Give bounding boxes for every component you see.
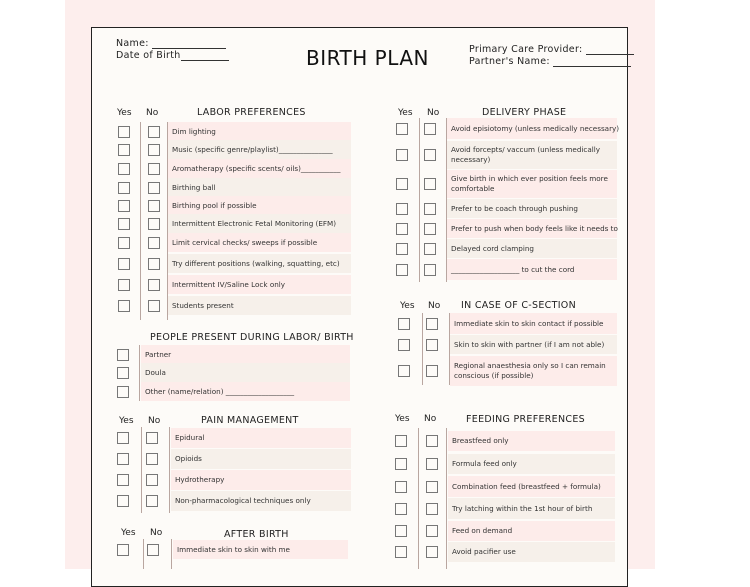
delivery-row bbox=[388, 141, 617, 169]
labor-no-checkbox[interactable] bbox=[148, 144, 160, 156]
feeding-item-label: Breastfeed only bbox=[452, 436, 509, 445]
name-field[interactable] bbox=[116, 38, 226, 49]
labor-item-label: Intermittent IV/Saline Lock only bbox=[172, 279, 286, 289]
delivery-no-checkbox[interactable] bbox=[424, 264, 436, 276]
feeding-item-label: Try latching within the 1st hour of birth bbox=[452, 503, 593, 513]
csection-row bbox=[390, 313, 617, 334]
delivery-yes-checkbox[interactable] bbox=[396, 264, 408, 276]
pain-item-label: Epidural bbox=[175, 433, 205, 442]
pain-row bbox=[109, 428, 351, 448]
labor-yes-checkbox[interactable] bbox=[118, 258, 130, 270]
delivery-yes-checkbox[interactable] bbox=[396, 123, 408, 135]
people-item-label: Other (name/relation) ___________________ bbox=[145, 386, 295, 396]
delivery-row bbox=[388, 259, 617, 280]
pain-no-checkbox[interactable] bbox=[146, 495, 158, 507]
delivery-yes-header: Yes bbox=[398, 108, 413, 118]
delivery-row bbox=[388, 219, 617, 238]
after-no-header: No bbox=[150, 528, 163, 538]
feeding-no-checkbox[interactable] bbox=[426, 503, 438, 515]
csection-row bbox=[390, 335, 617, 354]
csection-no-checkbox[interactable] bbox=[426, 365, 438, 377]
labor-yes-checkbox[interactable] bbox=[118, 163, 130, 175]
after-row bbox=[109, 540, 348, 559]
csection-item-label: Immediate skin to skin contact if possible bbox=[454, 318, 604, 328]
after-birth-title: AFTER BIRTH bbox=[224, 529, 289, 540]
csection-row bbox=[390, 356, 617, 386]
delivery-yes-checkbox[interactable] bbox=[396, 223, 408, 235]
delivery-no-checkbox[interactable] bbox=[424, 149, 436, 161]
delivery-item-label: ___________________ to cut the cord bbox=[451, 264, 575, 274]
pain-item-label: Opioids bbox=[175, 454, 202, 463]
feeding-no-header: No bbox=[424, 414, 437, 424]
labor-preferences-title: LABOR PREFERENCES bbox=[197, 107, 306, 118]
csection-no-checkbox[interactable] bbox=[426, 318, 438, 330]
feeding-no-checkbox[interactable] bbox=[426, 546, 438, 558]
labor-row bbox=[110, 296, 351, 315]
pain-row bbox=[109, 470, 351, 490]
after-yes-header: Yes bbox=[121, 528, 136, 538]
feeding-no-checkbox[interactable] bbox=[426, 435, 438, 447]
after-item-label: Immediate skin to skin with me bbox=[177, 544, 290, 554]
delivery-yes-checkbox[interactable] bbox=[396, 243, 408, 255]
delivery-no-checkbox[interactable] bbox=[424, 123, 436, 135]
labor-item-label: Birthing ball bbox=[172, 182, 216, 192]
pain-item-label: Hydrotherapy bbox=[175, 475, 225, 484]
feeding-item-label: Avoid pacifier use bbox=[452, 547, 516, 556]
people-present-title: PEOPLE PRESENT DURING LABOR/ BIRTH bbox=[150, 332, 354, 343]
people-checkbox[interactable] bbox=[117, 386, 129, 398]
feeding-preferences-title: FEEDING PREFERENCES bbox=[466, 414, 585, 425]
labor-no-checkbox[interactable] bbox=[148, 182, 160, 194]
labor-item-label: Birthing pool if possible bbox=[172, 200, 257, 210]
csection-yes-checkbox[interactable] bbox=[398, 339, 410, 351]
labor-yes-checkbox[interactable] bbox=[118, 126, 130, 138]
pain-yes-checkbox[interactable] bbox=[117, 474, 129, 486]
feeding-row bbox=[387, 454, 615, 474]
labor-row bbox=[110, 122, 351, 141]
feeding-row bbox=[387, 542, 615, 562]
delivery-no-checkbox[interactable] bbox=[424, 203, 436, 215]
delivery-item-label: Prefer to push when body feels like it needs to bbox=[451, 223, 618, 233]
pain-yes-header: Yes bbox=[119, 416, 134, 426]
people-checkbox[interactable] bbox=[117, 349, 129, 361]
pain-row bbox=[109, 449, 351, 469]
delivery-item-label: Prefer to be coach through pushing bbox=[451, 203, 578, 213]
csection-item-label: Skin to skin with partner (if I am not able) bbox=[454, 339, 605, 349]
csection-yes-checkbox[interactable] bbox=[398, 318, 410, 330]
provider-field[interactable] bbox=[469, 44, 634, 55]
pain-no-checkbox[interactable] bbox=[146, 453, 158, 465]
labor-row bbox=[110, 254, 351, 273]
pain-yes-checkbox[interactable] bbox=[117, 432, 129, 444]
feeding-row bbox=[387, 498, 615, 519]
delivery-row bbox=[388, 199, 617, 218]
feeding-yes-checkbox[interactable] bbox=[395, 546, 407, 558]
feeding-item-label: Feed on demand bbox=[452, 526, 513, 535]
people-item-label: Partner bbox=[145, 349, 172, 359]
partner-field[interactable] bbox=[469, 56, 631, 67]
dob-label: Date of Birth bbox=[116, 50, 181, 61]
feeding-yes-checkbox[interactable] bbox=[395, 435, 407, 447]
people-row bbox=[109, 363, 350, 382]
csection-yes-header: Yes bbox=[400, 301, 415, 311]
delivery-no-header: No bbox=[427, 108, 440, 118]
labor-yes-checkbox[interactable] bbox=[118, 182, 130, 194]
feeding-no-checkbox[interactable] bbox=[426, 481, 438, 493]
labor-item-label: Dim lighting bbox=[172, 126, 216, 136]
delivery-yes-checkbox[interactable] bbox=[396, 203, 408, 215]
labor-no-checkbox[interactable] bbox=[148, 300, 160, 312]
delivery-row bbox=[388, 170, 617, 198]
pain-no-header: No bbox=[148, 416, 161, 426]
pain-yes-checkbox[interactable] bbox=[117, 453, 129, 465]
labor-yes-checkbox[interactable] bbox=[118, 144, 130, 156]
delivery-no-checkbox[interactable] bbox=[424, 178, 436, 190]
people-row bbox=[109, 382, 350, 401]
csection-yes-checkbox[interactable] bbox=[398, 365, 410, 377]
people-row bbox=[109, 345, 350, 364]
feeding-yes-checkbox[interactable] bbox=[395, 525, 407, 537]
labor-no-checkbox[interactable] bbox=[148, 200, 160, 212]
labor-yes-checkbox[interactable] bbox=[118, 218, 130, 230]
provider-label: Primary Care Provider: bbox=[469, 44, 583, 55]
labor-item-label: Aromatherapy (specific scents/ oils)___________ bbox=[172, 163, 341, 173]
right-margin bbox=[655, 0, 750, 569]
delivery-phase-title: DELIVERY PHASE bbox=[482, 107, 567, 118]
labor-yes-checkbox[interactable] bbox=[118, 200, 130, 212]
labor-item-label: Intermittent Electronic Fetal Monitoring (EFM) bbox=[172, 218, 337, 228]
pain-no-checkbox[interactable] bbox=[146, 432, 158, 444]
labor-yes-checkbox[interactable] bbox=[118, 279, 130, 291]
labor-no-checkbox[interactable] bbox=[148, 163, 160, 175]
dob-field[interactable] bbox=[116, 50, 229, 61]
pain-row bbox=[109, 491, 351, 511]
labor-no-checkbox[interactable] bbox=[148, 258, 160, 270]
feeding-row bbox=[387, 431, 615, 451]
pain-yes-checkbox[interactable] bbox=[117, 495, 129, 507]
labor-no-checkbox[interactable] bbox=[148, 218, 160, 230]
labor-item-label: Try different positions (walking, squatting, etc) bbox=[172, 258, 340, 268]
pain-item-label: Non-pharmacological techniques only bbox=[175, 496, 311, 505]
labor-no-checkbox[interactable] bbox=[148, 279, 160, 291]
feeding-yes-header: Yes bbox=[395, 414, 410, 424]
page-title: BIRTH PLAN bbox=[306, 46, 429, 70]
left-margin bbox=[0, 0, 65, 569]
pain-management-title: PAIN MANAGEMENT bbox=[201, 415, 299, 426]
labor-row bbox=[110, 196, 351, 215]
people-item-label: Doula bbox=[145, 367, 166, 377]
delivery-row bbox=[388, 239, 617, 258]
delivery-item-label: Avoid forcepts/ vaccum (unless medically necessary) bbox=[451, 145, 601, 164]
labor-yes-header: Yes bbox=[117, 108, 132, 118]
labor-row bbox=[110, 178, 351, 197]
labor-no-checkbox[interactable] bbox=[148, 237, 160, 249]
after-no-checkbox[interactable] bbox=[147, 544, 159, 556]
feeding-item-label: Formula feed only bbox=[452, 459, 517, 468]
labor-row bbox=[110, 233, 351, 252]
labor-item-label: Students present bbox=[172, 300, 234, 310]
delivery-row bbox=[388, 118, 620, 139]
delivery-no-checkbox[interactable] bbox=[424, 223, 436, 235]
partner-label: Partner's Name: bbox=[469, 56, 550, 67]
feeding-item-label: Combination feed (breastfeed + formula) bbox=[452, 481, 601, 491]
feeding-yes-checkbox[interactable] bbox=[395, 503, 407, 515]
delivery-item-label: Give birth in which ever position feels more comfortable bbox=[451, 174, 608, 193]
labor-row bbox=[110, 214, 351, 233]
feeding-yes-checkbox[interactable] bbox=[395, 481, 407, 493]
delivery-no-checkbox[interactable] bbox=[424, 243, 436, 255]
labor-no-header: No bbox=[146, 108, 159, 118]
labor-yes-checkbox[interactable] bbox=[118, 237, 130, 249]
feeding-row bbox=[387, 521, 615, 541]
feeding-no-checkbox[interactable] bbox=[426, 458, 438, 470]
labor-row bbox=[110, 140, 351, 159]
csection-item-label: Regional anaesthesia only so I can remain conscious (if possible) bbox=[454, 361, 606, 380]
after-yes-checkbox[interactable] bbox=[117, 544, 129, 556]
labor-row bbox=[110, 275, 351, 294]
delivery-item-label: Delayed cord clamping bbox=[451, 243, 534, 253]
labor-yes-checkbox[interactable] bbox=[118, 300, 130, 312]
feeding-row bbox=[387, 476, 615, 497]
delivery-yes-checkbox[interactable] bbox=[396, 178, 408, 190]
csection-no-checkbox[interactable] bbox=[426, 339, 438, 351]
name-label: Name: bbox=[116, 38, 149, 49]
people-checkbox[interactable] bbox=[117, 367, 129, 379]
labor-item-label: Music (specific genre/playlist)_______________ bbox=[172, 144, 333, 154]
feeding-yes-checkbox[interactable] bbox=[395, 458, 407, 470]
labor-row bbox=[110, 159, 351, 178]
labor-item-label: Limit cervical checks/ sweeps if possible bbox=[172, 237, 318, 247]
labor-no-checkbox[interactable] bbox=[148, 126, 160, 138]
delivery-yes-checkbox[interactable] bbox=[396, 149, 408, 161]
delivery-item-label: Avoid episiotomy (unless medically necessary) bbox=[451, 123, 620, 133]
pain-no-checkbox[interactable] bbox=[146, 474, 158, 486]
csection-no-header: No bbox=[428, 301, 441, 311]
csection-title: IN CASE OF C-SECTION bbox=[461, 300, 576, 311]
feeding-no-checkbox[interactable] bbox=[426, 525, 438, 537]
